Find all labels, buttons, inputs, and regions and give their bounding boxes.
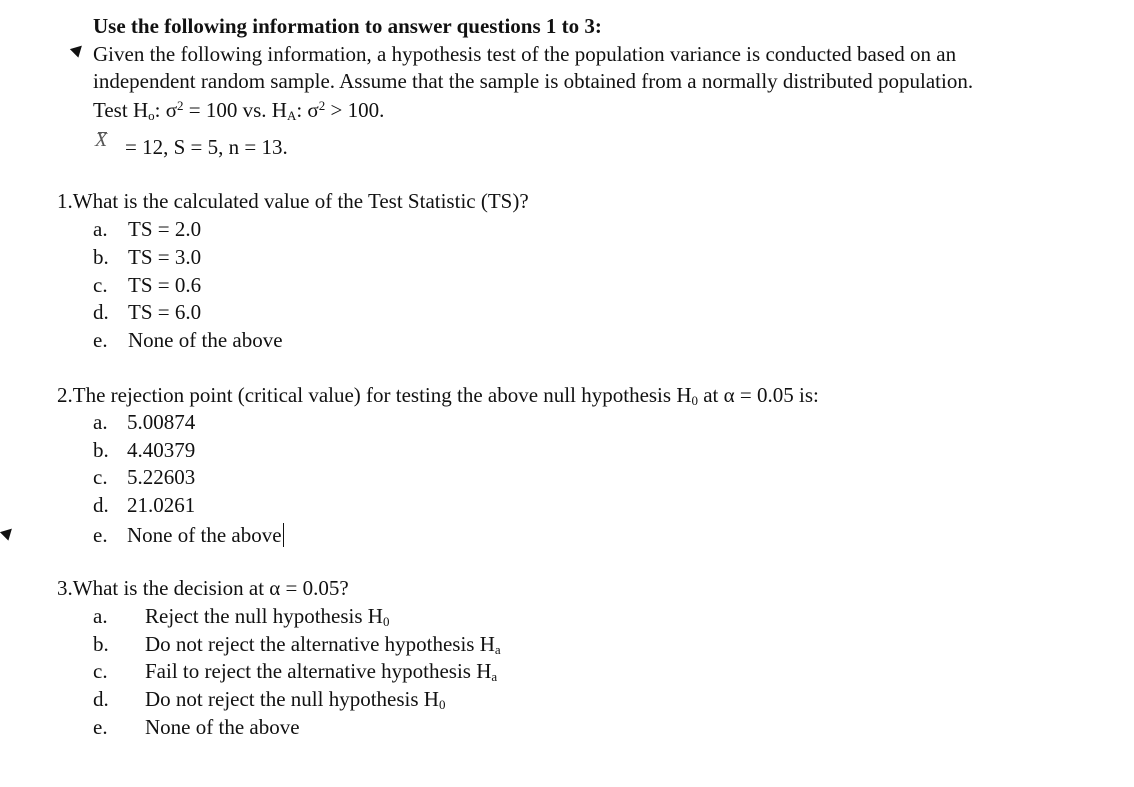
question-3-text: 3.What is the decision at α = 0.05?: [57, 576, 349, 600]
option-letter: a.: [93, 410, 108, 434]
option-text: None of the above: [145, 715, 300, 739]
option-letter: c.: [93, 465, 108, 489]
question-1-text: 1.What is the calculated value of the Test Statistic (TS)?: [57, 189, 529, 213]
q2-suffix: at α = 0.05 is:: [697, 383, 819, 407]
option-letter: a.: [93, 217, 108, 241]
q1-option-b: [93, 247, 201, 268]
test-mid1: : σ: [154, 98, 178, 122]
option-letter: d.: [93, 300, 109, 324]
q1-option-a: [93, 219, 201, 240]
q3-option-c: [93, 661, 497, 682]
test-sub-a: A: [286, 108, 297, 123]
option-sub: 0: [382, 614, 390, 629]
option-letter: b.: [93, 438, 109, 462]
option-text: 21.0261: [127, 493, 196, 517]
option-letter: e.: [93, 715, 108, 739]
q1-option-d: [93, 302, 201, 323]
intro-line-2: independent random sample. Assume that the sample is obtained from a normally distributed population.: [93, 69, 974, 93]
hypothesis-statement: [93, 100, 384, 121]
q2-option-c: [93, 467, 195, 488]
option-text: Fail to reject the alternative hypothesis H: [145, 659, 492, 683]
option-sub: a: [491, 669, 498, 684]
q2-option-d: [93, 495, 195, 516]
q3-option-a: [93, 606, 389, 627]
option-letter: e.: [93, 523, 108, 547]
q1-option-e: [93, 330, 283, 351]
option-letter: b.: [93, 245, 109, 269]
option-sub: 0: [438, 697, 446, 712]
test-sup2: 2: [318, 98, 326, 113]
test-mid3: : σ: [296, 98, 319, 122]
sample-stats: = 12, S = 5, n = 13.: [125, 135, 288, 159]
option-text: TS = 6.0: [128, 300, 202, 324]
option-letter: c.: [93, 273, 108, 297]
q2-option-b: [93, 440, 195, 461]
option-sub: a: [494, 642, 501, 657]
option-letter: d.: [93, 493, 109, 517]
test-sub-o: o: [148, 108, 155, 123]
option-letter: d.: [93, 687, 109, 711]
q3-option-b: [93, 634, 501, 655]
q2-sub: 0: [691, 393, 698, 408]
q2-option-e[interactable]: [93, 523, 284, 547]
text-cursor: [283, 523, 284, 547]
xbar-symbol: [95, 129, 107, 150]
instructions-title: Use the following information to answer questions 1 to 3:: [93, 14, 602, 38]
option-text: Do not reject the null hypothesis H: [145, 687, 439, 711]
q3-option-d: [93, 689, 445, 710]
xbar-letter: X: [95, 129, 108, 151]
option-text: TS = 2.0: [128, 217, 202, 241]
option-letter: c.: [93, 659, 108, 683]
test-sup1: 2: [177, 98, 184, 113]
test-prefix: Test H: [93, 98, 149, 122]
option-letter: b.: [93, 632, 109, 656]
option-text: 5.22603: [127, 465, 196, 489]
collapse-triangle-icon[interactable]: [70, 41, 86, 57]
option-text: TS = 3.0: [128, 245, 202, 269]
option-letter: e.: [93, 328, 108, 352]
option-text: TS = 0.6: [128, 273, 202, 297]
q2-option-a: [93, 412, 195, 433]
option-text: None of the above: [128, 328, 283, 352]
option-text: 5.00874: [127, 410, 196, 434]
intro-line-1: Given the following information, a hypothesis test of the population variance is conducted based on an: [93, 42, 957, 66]
selection-marker-icon: [0, 524, 16, 540]
option-text: Do not reject the alternative hypothesis H: [145, 632, 495, 656]
q2-prefix: 2.The rejection point (critical value) for testing the above null hypothesis H: [57, 383, 692, 407]
q3-option-e: [93, 717, 300, 738]
q1-option-c: [93, 275, 201, 296]
test-mid2: = 100 vs. H: [183, 98, 287, 122]
option-text: 4.40379: [127, 438, 196, 462]
option-text: Reject the null hypothesis H: [145, 604, 383, 628]
test-end: > 100.: [325, 98, 385, 122]
option-letter: a.: [93, 604, 108, 628]
question-2-text: [57, 385, 819, 406]
option-text: None of the above: [127, 523, 282, 547]
